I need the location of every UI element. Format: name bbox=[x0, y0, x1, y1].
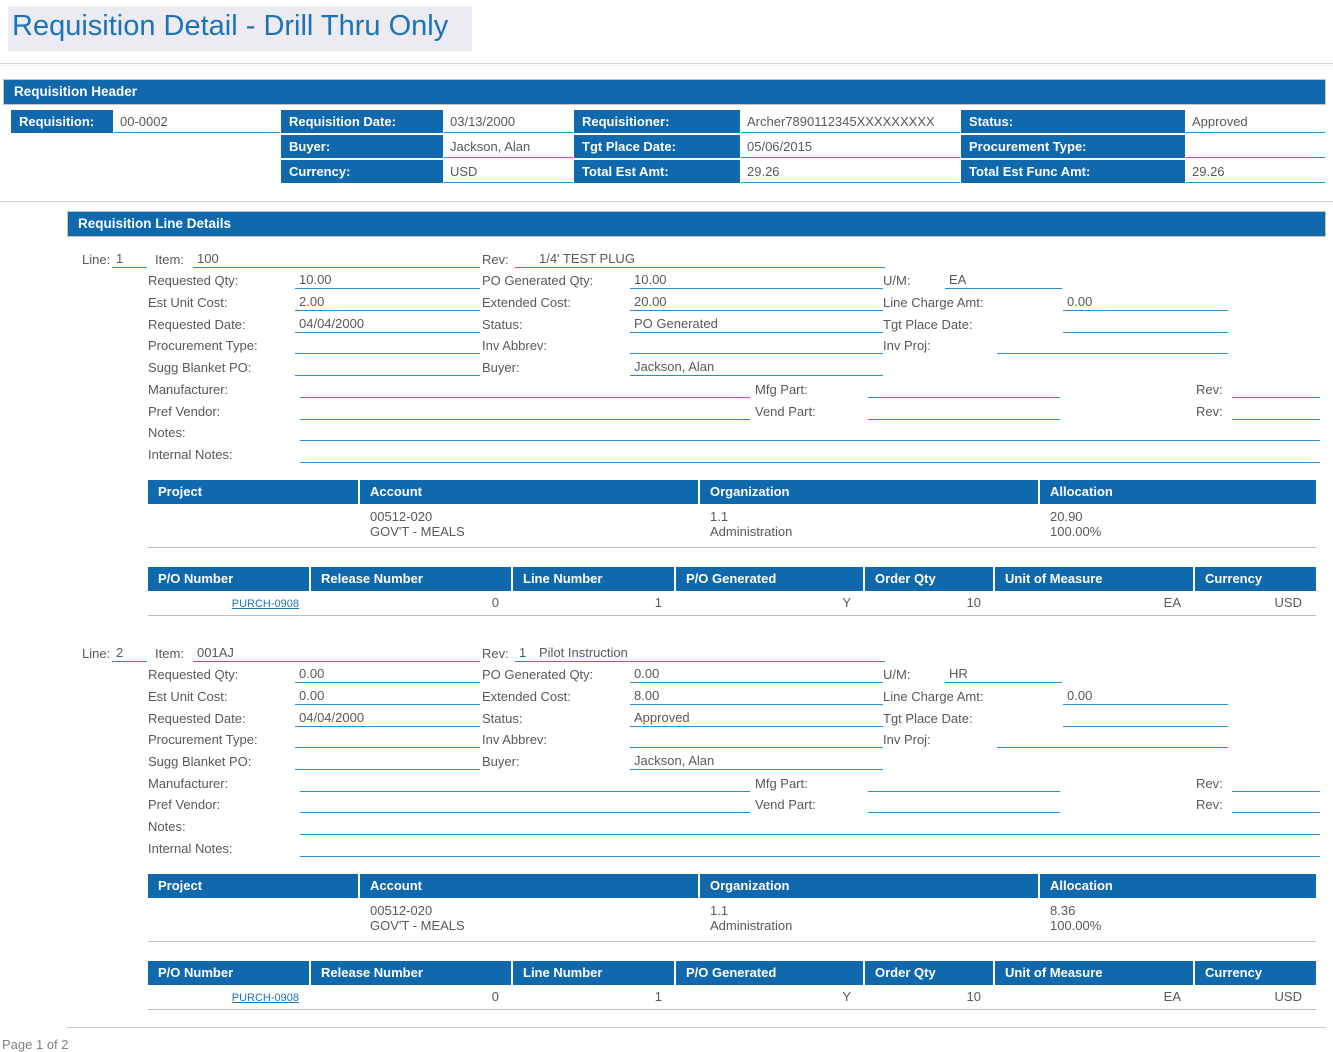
field-row bbox=[148, 289, 1333, 311]
spacer-cell bbox=[11, 135, 113, 158]
notes-label: Notes: bbox=[148, 425, 186, 441]
page-title: Requisition Detail - Drill Thru Only bbox=[8, 6, 472, 51]
inv-proj-label: Inv Proj: bbox=[883, 732, 931, 748]
line-label: Line: bbox=[82, 251, 111, 267]
pref-vendor-field bbox=[300, 811, 750, 813]
account-column-header: Account bbox=[360, 480, 700, 504]
notes-field bbox=[300, 439, 1320, 441]
spacer-cell bbox=[11, 160, 113, 183]
project-cell bbox=[148, 504, 360, 548]
allocation-percent: 100.00% bbox=[1050, 524, 1102, 540]
currency-cell: USD bbox=[1195, 591, 1316, 616]
allocation-row bbox=[148, 898, 1316, 942]
buyer-field: Jackson, Alan bbox=[630, 753, 883, 770]
po-number-cell bbox=[148, 591, 311, 616]
total-est-func-amt-label: Total Est Func Amt: bbox=[961, 160, 1185, 183]
line-label: Line: bbox=[82, 645, 111, 661]
line-number-field: 1 bbox=[112, 251, 147, 268]
project-cell bbox=[148, 898, 360, 942]
currency-value: USD bbox=[444, 160, 573, 183]
currency-cell: USD bbox=[1195, 985, 1316, 1010]
extended-cost-label: Extended Cost: bbox=[482, 688, 571, 704]
release-number-column-header: Release Number bbox=[311, 961, 513, 985]
po-number-cell bbox=[148, 985, 311, 1010]
line-charge-amt-label: Line Charge Amt: bbox=[883, 295, 984, 311]
requisition-header-bar: Requisition Header bbox=[3, 79, 1326, 105]
buyer-label: Buyer: bbox=[482, 360, 520, 376]
tgt-place-date-label: Tgt Place Date: bbox=[883, 710, 973, 726]
procurement-type-field bbox=[295, 746, 480, 748]
manufacturer-row bbox=[148, 770, 1333, 792]
line-item-rev-row bbox=[82, 640, 1333, 662]
buyer-value: Jackson, Alan bbox=[444, 135, 573, 158]
release-number-cell: 0 bbox=[311, 591, 513, 616]
vend-part-field bbox=[868, 811, 1060, 813]
po-header-row bbox=[148, 567, 1316, 591]
order-qty-cell: 10 bbox=[865, 985, 995, 1010]
internal-notes-field bbox=[300, 461, 1320, 463]
notes-label: Notes: bbox=[148, 819, 186, 835]
requisitioner-value: Archer7890112345XXXXXXXXX bbox=[741, 110, 960, 133]
total-est-func-amt-value: 29.26 bbox=[1186, 160, 1325, 183]
requisition-value: 00-0002 bbox=[114, 110, 280, 133]
unit-of-measure-column-header: Unit of Measure bbox=[995, 567, 1195, 591]
line-number-cell: 1 bbox=[513, 985, 676, 1010]
po-generated-column-header: P/O Generated bbox=[676, 961, 865, 985]
po-table bbox=[148, 961, 1316, 1010]
rev-label: Rev: bbox=[482, 645, 509, 661]
allocation-amount: 8.36 bbox=[1050, 902, 1076, 918]
procurement-type-label: Procurement Type: bbox=[148, 338, 258, 354]
buyer-label: Buyer: bbox=[482, 754, 520, 769]
manufacturer-row bbox=[148, 376, 1333, 398]
requested-date-field: 04/04/2000 bbox=[295, 710, 480, 727]
notes-row bbox=[148, 813, 1333, 835]
mfg-rev-field bbox=[1232, 396, 1320, 398]
org-id: 1.1 bbox=[710, 902, 729, 918]
notes-field bbox=[300, 833, 1320, 835]
rev-number: 1 bbox=[519, 644, 527, 660]
requested-qty-label: Requested Qty: bbox=[148, 273, 239, 289]
order-qty-column-header: Order Qty bbox=[865, 961, 995, 985]
po-generated-qty-label: PO Generated Qty: bbox=[482, 273, 594, 289]
account-cell bbox=[360, 504, 700, 548]
allocation-row bbox=[148, 504, 1316, 548]
line-details-bar: Requisition Line Details bbox=[67, 211, 1326, 237]
unit-of-measure-cell: EA bbox=[995, 591, 1195, 616]
requested-qty-field: 10.00 bbox=[295, 272, 480, 289]
mfg-part-field bbox=[868, 790, 1060, 792]
top-divider bbox=[0, 63, 1333, 66]
manufacturer-field bbox=[300, 396, 750, 398]
status-label: Status: bbox=[961, 110, 1185, 133]
mfg-rev-field bbox=[1232, 790, 1320, 792]
mfg-part-label: Mfg Part: bbox=[755, 381, 808, 397]
vend-part-label: Vend Part: bbox=[755, 797, 816, 813]
requisition-date-value: 03/13/2000 bbox=[444, 110, 573, 133]
header-row-1 bbox=[11, 110, 1325, 133]
item-description: Pilot Instruction bbox=[539, 644, 628, 660]
project-column-header: Project bbox=[148, 874, 360, 898]
order-qty-cell: 10 bbox=[865, 591, 995, 616]
mfg-rev-label: Rev: bbox=[1196, 775, 1223, 791]
est-unit-cost-field: 2.00 bbox=[295, 294, 480, 311]
line-2-block bbox=[0, 640, 1333, 1010]
po-generated-qty-label: PO Generated Qty: bbox=[482, 667, 594, 683]
title-area bbox=[0, 0, 1333, 51]
spacer-cell bbox=[114, 135, 280, 158]
account-column-header: Account bbox=[360, 874, 700, 898]
line-1-block bbox=[0, 246, 1333, 616]
po-number-column-header: P/O Number bbox=[148, 567, 311, 591]
allocation-table bbox=[148, 480, 1316, 548]
status-value: Approved bbox=[1186, 110, 1325, 133]
release-number-cell: 0 bbox=[311, 985, 513, 1010]
inv-proj-field bbox=[997, 352, 1228, 354]
organization-cell bbox=[700, 898, 1040, 942]
internal-notes-field bbox=[300, 855, 1320, 857]
line-number-field: 2 bbox=[112, 645, 147, 662]
field-row bbox=[148, 354, 1333, 376]
inv-proj-field bbox=[997, 746, 1228, 748]
est-unit-cost-field: 0.00 bbox=[295, 688, 480, 705]
manufacturer-label: Manufacturer: bbox=[148, 381, 229, 397]
po-row bbox=[148, 591, 1316, 616]
item-field: 001AJ bbox=[193, 645, 480, 662]
item-label: Item: bbox=[155, 251, 184, 267]
line-status-field: Approved bbox=[630, 710, 883, 727]
mfg-part-label: Mfg Part: bbox=[755, 775, 808, 791]
rev-field bbox=[515, 645, 885, 662]
mfg-rev-label: Rev: bbox=[1196, 381, 1223, 397]
um-label: U/M: bbox=[883, 667, 911, 683]
field-row bbox=[148, 748, 1333, 770]
rev-field bbox=[515, 251, 885, 268]
requisition-header-grid bbox=[10, 108, 1326, 185]
field-row bbox=[148, 727, 1333, 749]
tgt-place-date-field bbox=[1063, 725, 1228, 727]
po-row bbox=[148, 985, 1316, 1010]
rev-label: Rev: bbox=[482, 251, 509, 267]
total-est-amt-label: Total Est Amt: bbox=[574, 160, 740, 183]
procurement-type-value bbox=[1186, 135, 1325, 158]
organization-column-header: Organization bbox=[700, 480, 1040, 504]
manufacturer-label: Manufacturer: bbox=[148, 775, 229, 791]
order-qty-column-header: Order Qty bbox=[865, 567, 995, 591]
internal-notes-label: Internal Notes: bbox=[148, 840, 233, 856]
po-number-link[interactable]: PURCH-0908 bbox=[231, 991, 299, 1004]
internal-notes-row bbox=[148, 835, 1333, 857]
currency-column-header: Currency bbox=[1195, 961, 1316, 985]
notes-row bbox=[148, 420, 1333, 442]
internal-notes-row bbox=[148, 441, 1333, 463]
spacer-cell bbox=[114, 160, 280, 183]
po-number-link[interactable]: PURCH-0908 bbox=[231, 597, 299, 610]
line-number-column-header: Line Number bbox=[513, 961, 676, 985]
pref-vendor-label: Pref Vendor: bbox=[148, 797, 221, 813]
allocation-column-header: Allocation bbox=[1040, 874, 1316, 898]
extended-cost-label: Extended Cost: bbox=[482, 295, 571, 311]
account-id: 00512-020 bbox=[370, 902, 433, 918]
project-column-header: Project bbox=[148, 480, 360, 504]
buyer-field: Jackson, Alan bbox=[630, 359, 883, 376]
requested-qty-label: Requested Qty: bbox=[148, 667, 239, 683]
field-row bbox=[148, 268, 1333, 290]
requested-date-field: 04/04/2000 bbox=[295, 316, 480, 333]
field-row bbox=[148, 683, 1333, 705]
po-generated-column-header: P/O Generated bbox=[676, 567, 865, 591]
vend-rev-label: Rev: bbox=[1196, 403, 1223, 419]
procurement-type-field bbox=[295, 352, 480, 354]
um-label: U/M: bbox=[883, 273, 911, 289]
account-id: 00512-020 bbox=[370, 508, 433, 524]
line-charge-amt-field: 0.00 bbox=[1063, 294, 1228, 311]
um-field: EA bbox=[945, 272, 1062, 289]
procurement-type-label: Procurement Type: bbox=[148, 732, 258, 748]
organization-column-header: Organization bbox=[700, 874, 1040, 898]
est-unit-cost-label: Est Unit Cost: bbox=[148, 295, 228, 311]
unit-of-measure-column-header: Unit of Measure bbox=[995, 961, 1195, 985]
line-status-label: Status: bbox=[482, 316, 523, 332]
line-item-rev-row bbox=[82, 246, 1333, 268]
item-description: 1/4' TEST PLUG bbox=[539, 250, 635, 266]
line-charge-amt-field: 0.00 bbox=[1063, 688, 1228, 705]
po-header-row bbox=[148, 961, 1316, 985]
inv-abbrev-label: Inv Abbrev: bbox=[482, 338, 548, 354]
vend-rev-field bbox=[1232, 418, 1320, 420]
requisitioner-label: Requisitioner: bbox=[574, 110, 740, 133]
field-row bbox=[148, 705, 1333, 727]
vend-part-field bbox=[868, 418, 1060, 420]
requested-qty-field: 0.00 bbox=[295, 666, 480, 683]
allocation-percent: 100.00% bbox=[1050, 918, 1102, 934]
pref-vendor-field bbox=[300, 418, 750, 420]
requisition-date-label: Requisition Date: bbox=[281, 110, 443, 133]
um-field: HR bbox=[945, 666, 1062, 683]
requested-date-label: Requested Date: bbox=[148, 316, 246, 332]
org-name: Administration bbox=[710, 918, 793, 934]
allocation-table bbox=[148, 874, 1316, 942]
unit-of-measure-cell: EA bbox=[995, 985, 1195, 1010]
account-name: GOV'T - MEALS bbox=[370, 524, 465, 540]
po-number-column-header: P/O Number bbox=[148, 961, 311, 985]
tgt-place-date-label: Tgt Place Date: bbox=[574, 135, 740, 158]
line-charge-amt-label: Line Charge Amt: bbox=[883, 688, 984, 704]
pref-vendor-row bbox=[148, 398, 1333, 420]
po-generated-qty-field: 0.00 bbox=[630, 666, 883, 683]
procurement-type-label: Procurement Type: bbox=[961, 135, 1185, 158]
requested-date-label: Requested Date: bbox=[148, 710, 246, 726]
po-generated-cell: Y bbox=[676, 591, 865, 616]
extended-cost-field: 8.00 bbox=[630, 688, 883, 705]
vend-rev-field bbox=[1232, 811, 1320, 813]
inv-abbrev-field bbox=[630, 352, 883, 354]
po-generated-qty-field: 10.00 bbox=[630, 272, 883, 289]
buyer-label: Buyer: bbox=[281, 135, 443, 158]
footer-divider bbox=[67, 1027, 1326, 1028]
item-label: Item: bbox=[155, 645, 184, 661]
account-name: GOV'T - MEALS bbox=[370, 918, 465, 934]
sugg-blanket-po-field bbox=[295, 768, 480, 770]
field-row bbox=[148, 662, 1333, 684]
sugg-blanket-po-label: Sugg Blanket PO: bbox=[148, 754, 252, 769]
item-field: 100 bbox=[193, 251, 480, 268]
allocation-column-header: Allocation bbox=[1040, 480, 1316, 504]
allocation-amount: 20.90 bbox=[1050, 508, 1083, 524]
extended-cost-field: 20.00 bbox=[630, 294, 883, 311]
mfg-part-field bbox=[868, 396, 1060, 398]
allocation-cell bbox=[1040, 504, 1316, 548]
field-row bbox=[148, 333, 1333, 355]
internal-notes-label: Internal Notes: bbox=[148, 446, 233, 462]
currency-column-header: Currency bbox=[1195, 567, 1316, 591]
allocation-header-row bbox=[148, 874, 1316, 898]
manufacturer-field bbox=[300, 790, 750, 792]
po-table bbox=[148, 567, 1316, 616]
tgt-place-date-value: 05/06/2015 bbox=[741, 135, 960, 158]
inv-abbrev-field bbox=[630, 746, 883, 748]
vend-rev-label: Rev: bbox=[1196, 797, 1223, 813]
section-divider bbox=[0, 201, 1333, 202]
organization-cell bbox=[700, 504, 1040, 548]
pref-vendor-label: Pref Vendor: bbox=[148, 403, 221, 419]
allocation-header-row bbox=[148, 480, 1316, 504]
line-status-field: PO Generated bbox=[630, 316, 883, 333]
line-number-cell: 1 bbox=[513, 591, 676, 616]
org-id: 1.1 bbox=[710, 508, 729, 524]
account-cell bbox=[360, 898, 700, 942]
field-row bbox=[148, 311, 1333, 333]
tgt-place-date-label: Tgt Place Date: bbox=[883, 316, 973, 332]
sugg-blanket-po-label: Sugg Blanket PO: bbox=[148, 360, 252, 376]
header-row-2 bbox=[11, 135, 1325, 158]
inv-abbrev-label: Inv Abbrev: bbox=[482, 732, 548, 748]
org-name: Administration bbox=[710, 524, 793, 540]
sugg-blanket-po-field bbox=[295, 374, 480, 376]
po-generated-cell: Y bbox=[676, 985, 865, 1010]
requisition-label: Requisition: bbox=[11, 110, 113, 133]
tgt-place-date-field bbox=[1063, 331, 1228, 333]
release-number-column-header: Release Number bbox=[311, 567, 513, 591]
pref-vendor-row bbox=[148, 792, 1333, 814]
inv-proj-label: Inv Proj: bbox=[883, 338, 931, 354]
vend-part-label: Vend Part: bbox=[755, 403, 816, 419]
currency-label: Currency: bbox=[281, 160, 443, 183]
line-number-column-header: Line Number bbox=[513, 567, 676, 591]
page-number: Page 1 of 2 bbox=[2, 1036, 69, 1052]
total-est-amt-value: 29.26 bbox=[741, 160, 960, 183]
line-status-label: Status: bbox=[482, 710, 523, 726]
header-row-3 bbox=[11, 160, 1325, 183]
allocation-cell bbox=[1040, 898, 1316, 942]
est-unit-cost-label: Est Unit Cost: bbox=[148, 688, 228, 704]
